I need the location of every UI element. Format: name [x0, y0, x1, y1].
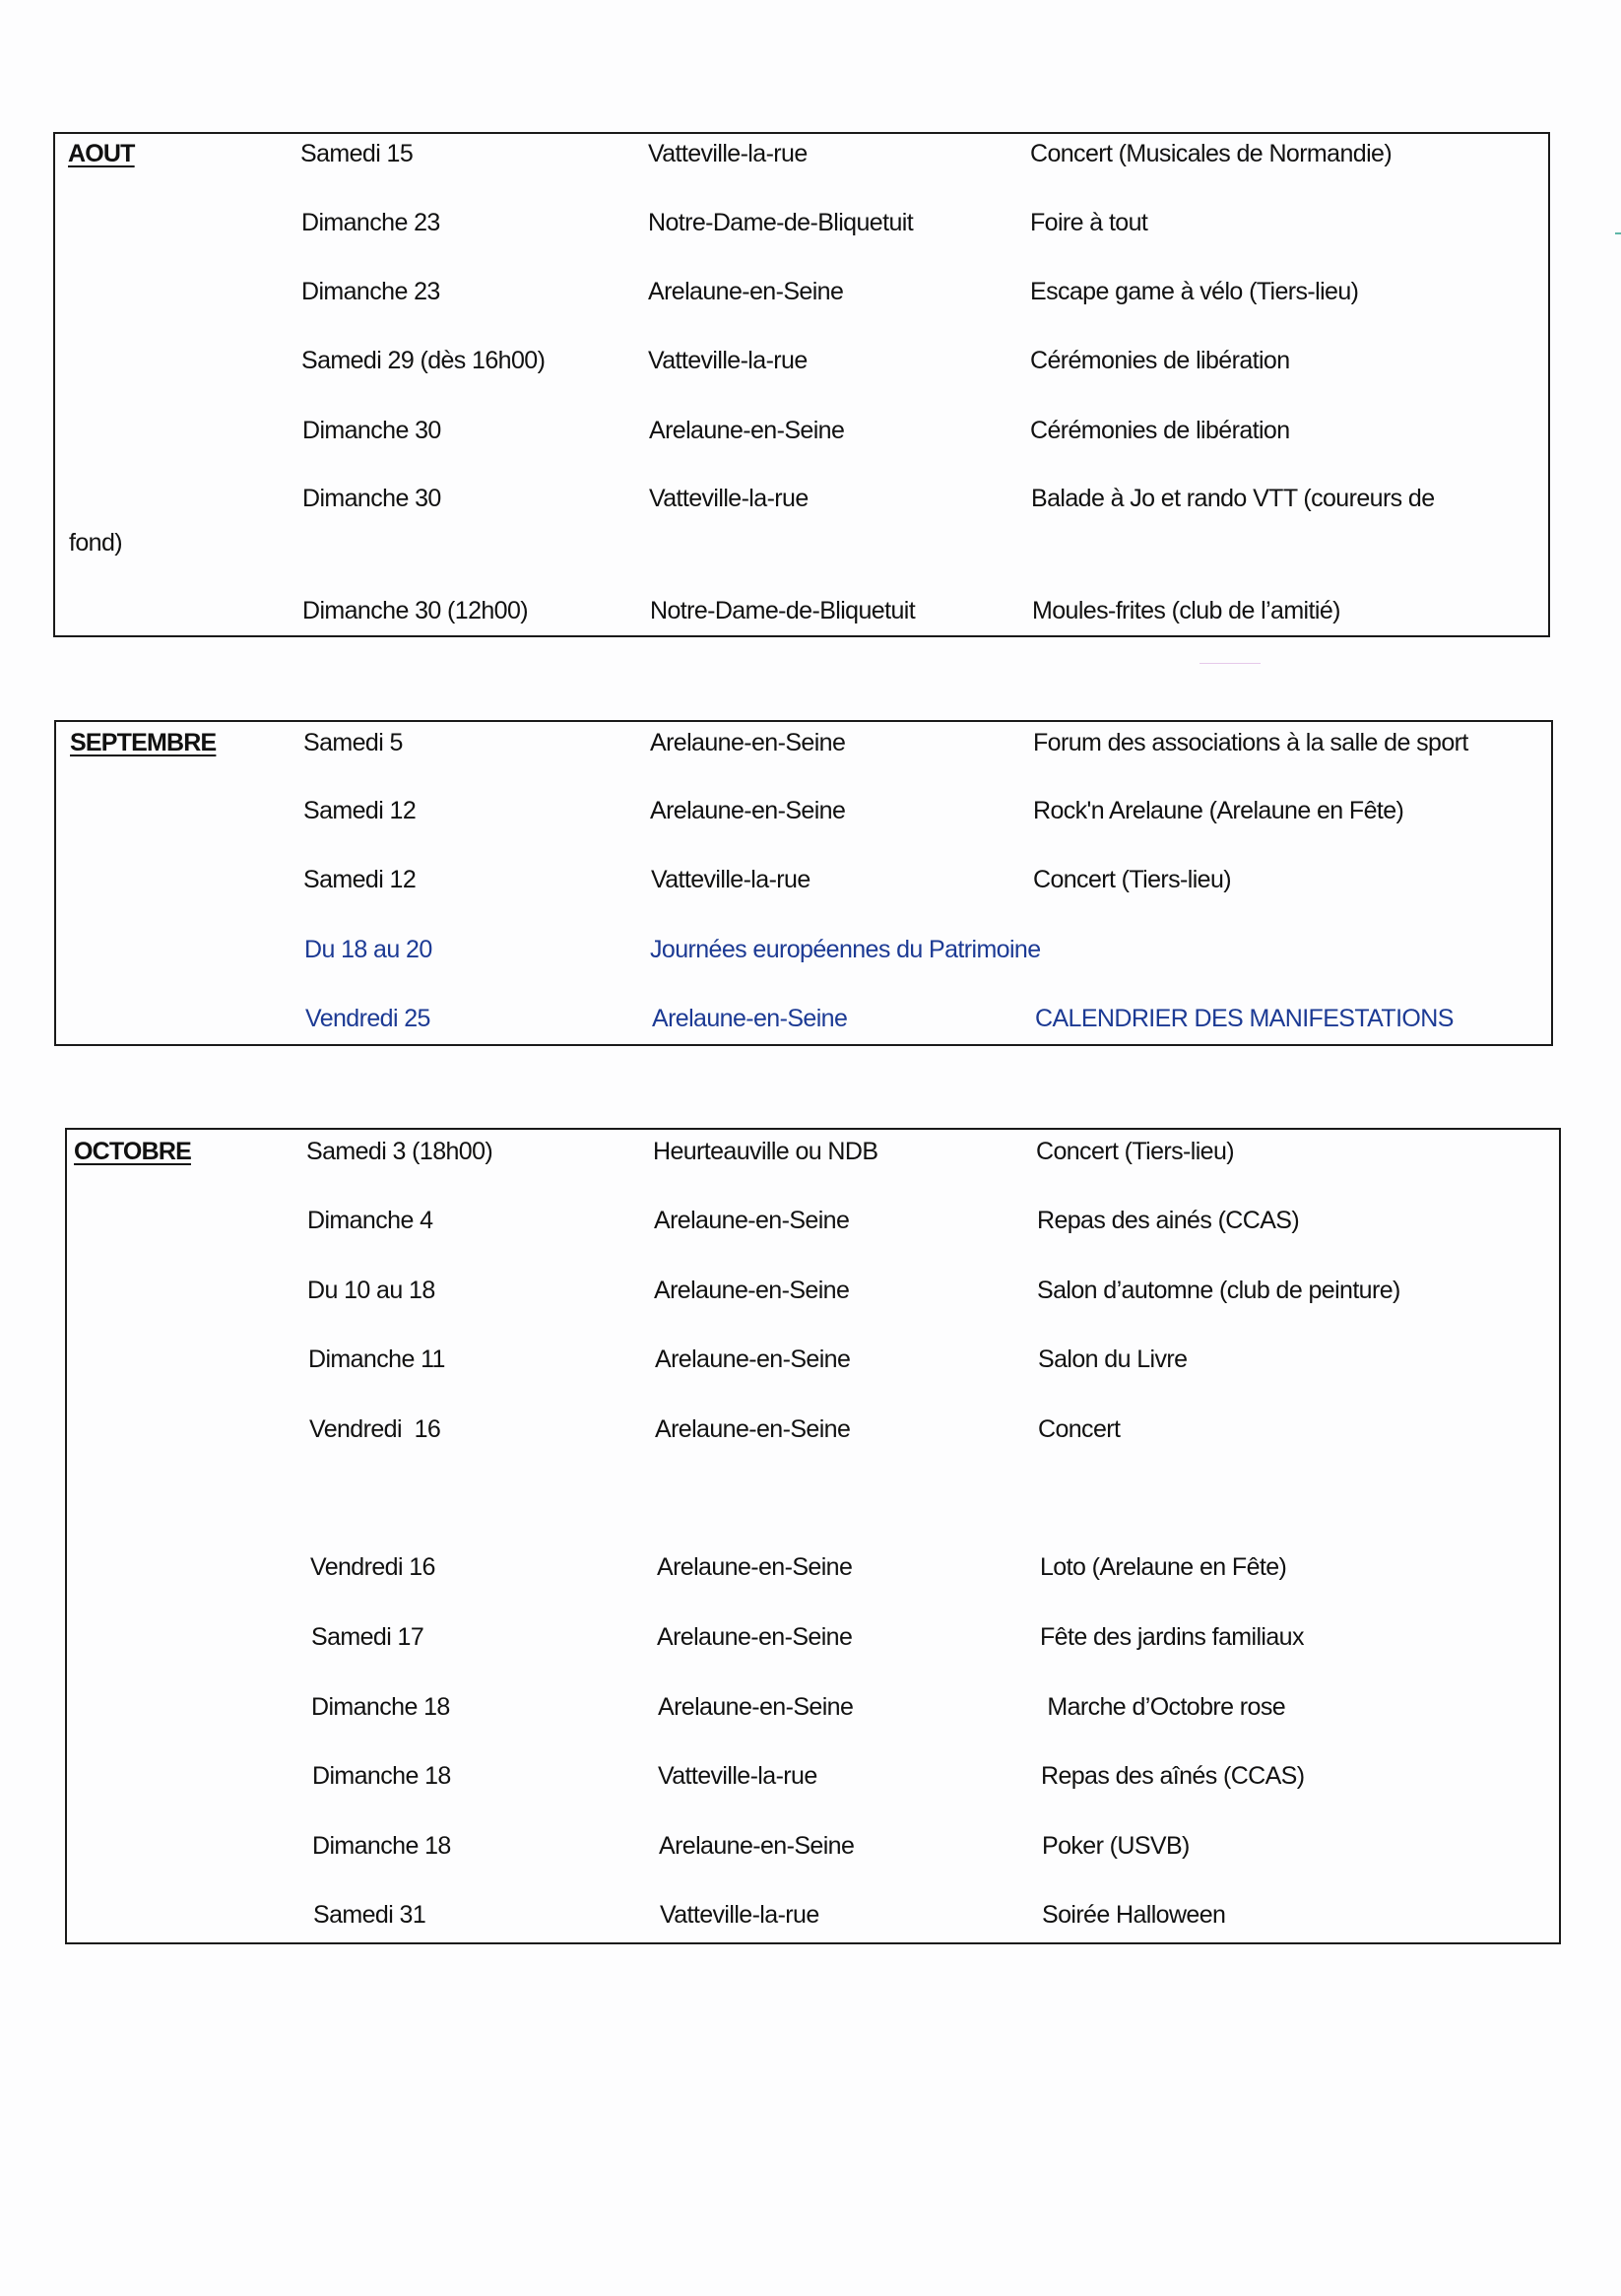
event-place: Vatteville-la-rue [648, 140, 808, 167]
event-name: Poker (USVB) [1042, 1832, 1190, 1860]
event-place: Arelaune-en-Seine [654, 1207, 850, 1234]
event-place: Vatteville-la-rue [660, 1901, 819, 1929]
event-name: Repas des aînés (CCAS) [1041, 1762, 1305, 1790]
event-place: Arelaune-en-Seine [655, 1415, 851, 1443]
event-place: Vatteville-la-rue [649, 485, 809, 512]
event-date: Samedi 31 [313, 1901, 426, 1929]
event-place: Arelaune-en-Seine [655, 1345, 851, 1373]
event-name: Salon d’automne (club de peinture) [1037, 1277, 1400, 1304]
event-date: Samedi 15 [300, 140, 414, 167]
event-name: Cérémonies de libération [1030, 417, 1290, 444]
scan-artifact-line [1200, 663, 1261, 664]
event-date: Dimanche 30 [302, 485, 441, 512]
event-name: Escape game à vélo (Tiers-lieu) [1030, 278, 1359, 305]
event-date: Dimanche 23 [301, 209, 440, 236]
event-name: Repas des ainés (CCAS) [1037, 1207, 1300, 1234]
event-date: Vendredi 25 [305, 1005, 430, 1032]
event-place: Vatteville-la-rue [651, 866, 810, 893]
month-heading-octobre: OCTOBRE [74, 1138, 191, 1165]
event-place: Vatteville-la-rue [648, 347, 808, 374]
section-octobre-box [65, 1128, 1561, 1944]
event-place: Arelaune-en-Seine [652, 1005, 848, 1032]
event-date: Dimanche 4 [307, 1207, 433, 1234]
event-date: Vendredi 16 [309, 1415, 441, 1443]
event-name: Fête des jardins familiaux [1040, 1623, 1304, 1651]
event-name: Balade à Jo et rando VTT (coureurs de [1031, 485, 1435, 512]
event-date: Vendredi 16 [310, 1553, 435, 1581]
event-date: Samedi 3 (18h00) [306, 1138, 493, 1165]
event-place: Vatteville-la-rue [658, 1762, 817, 1790]
event-name: CALENDRIER DES MANIFESTATIONS [1035, 1005, 1454, 1032]
event-date: Samedi 12 [303, 797, 417, 824]
event-place: Arelaune-en-Seine [650, 797, 846, 824]
event-date: Dimanche 18 [312, 1832, 451, 1860]
event-date: Dimanche 18 [312, 1762, 451, 1790]
event-date: Samedi 12 [303, 866, 417, 893]
event-name-continuation: fond) [69, 529, 122, 557]
event-place: Arelaune-en-Seine [659, 1832, 855, 1860]
event-date: Du 18 au 20 [304, 936, 432, 963]
scan-artifact-mark [1615, 232, 1621, 234]
event-place: Heurteauville ou NDB [653, 1138, 878, 1165]
month-heading-aout: AOUT [68, 140, 135, 167]
event-name: Loto (Arelaune en Fête) [1040, 1553, 1287, 1581]
event-date: Samedi 29 (dès 16h00) [301, 347, 546, 374]
event-place: Arelaune-en-Seine [650, 729, 846, 756]
event-date: Dimanche 11 [308, 1345, 445, 1373]
event-date: Samedi 17 [311, 1623, 424, 1651]
event-name: Forum des associations à la salle de sport [1033, 729, 1468, 756]
event-name: Marche d’Octobre rose [1041, 1693, 1286, 1721]
event-date: Dimanche 30 [302, 417, 441, 444]
event-name: Salon du Livre [1038, 1345, 1188, 1373]
event-date: Dimanche 18 [311, 1693, 450, 1721]
event-place: Arelaune-en-Seine [654, 1277, 850, 1304]
event-place: Notre-Dame-de-Bliquetuit [648, 209, 914, 236]
event-place: Arelaune-en-Seine [657, 1623, 853, 1651]
event-name: Concert (Tiers-lieu) [1033, 866, 1232, 893]
event-place: Notre-Dame-de-Bliquetuit [650, 597, 916, 624]
event-name: Moules-frites (club de l’amitié) [1032, 597, 1340, 624]
event-name: Concert [1038, 1415, 1121, 1443]
event-name: Rock'n Arelaune (Arelaune en Fête) [1033, 797, 1404, 824]
event-date: Dimanche 30 (12h00) [302, 597, 529, 624]
event-place: Arelaune-en-Seine [657, 1553, 853, 1581]
event-place: Arelaune-en-Seine [658, 1693, 854, 1721]
event-date: Dimanche 23 [301, 278, 440, 305]
event-name: Soirée Halloween [1042, 1901, 1226, 1929]
event-name: Concert (Tiers-lieu) [1036, 1138, 1235, 1165]
month-heading-septembre: SEPTEMBRE [70, 729, 217, 756]
event-date: Du 10 au 18 [307, 1277, 435, 1304]
event-place: Arelaune-en-Seine [648, 278, 844, 305]
event-place: Journées européennes du Patrimoine [650, 936, 1041, 963]
event-name: Concert (Musicales de Normandie) [1030, 140, 1393, 167]
event-name: Foire à tout [1030, 209, 1148, 236]
event-name: Cérémonies de libération [1030, 347, 1290, 374]
event-place: Arelaune-en-Seine [649, 417, 845, 444]
event-date: Samedi 5 [303, 729, 403, 756]
